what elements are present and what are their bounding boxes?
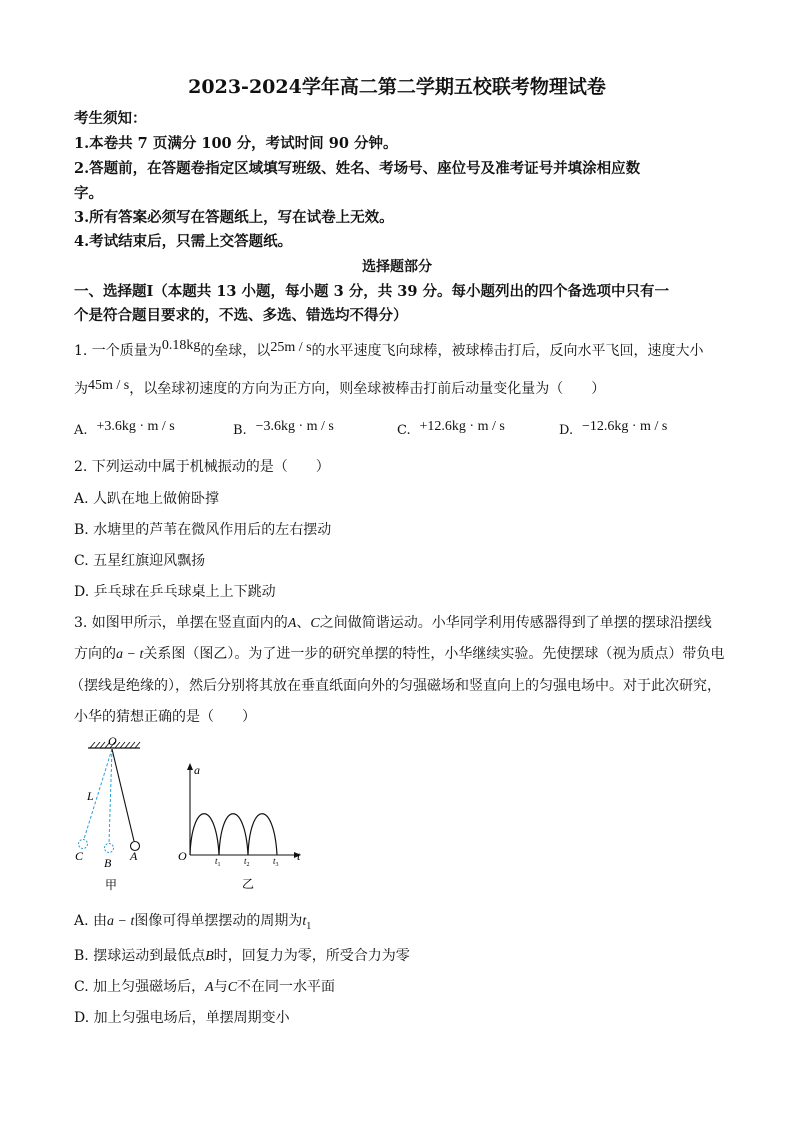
label-l: L	[87, 789, 94, 803]
q3-opt-a-t: t	[302, 914, 307, 929]
q3-option-b[interactable]	[74, 945, 410, 965]
exam-title: 2023-2024学年高二第二学期五校联考物理试卷	[188, 76, 606, 98]
caption-jia: 甲	[105, 878, 118, 892]
q2-option-d[interactable]: D. 乒乓球在乒乓球桌上上下跳动	[74, 584, 276, 600]
q3-opt-c-text-1: C. 加上匀强磁场后，	[74, 979, 206, 995]
tick-t3: $t_3$	[273, 856, 279, 868]
q3-sep: 、	[296, 615, 311, 631]
caption-yi: 乙	[242, 877, 255, 891]
notice-item-4: 4.考试结束后，只需上交答题纸。	[74, 233, 293, 250]
q1-option-d-value: −12.6kg · m / s	[582, 419, 668, 434]
y-axis-arrow	[187, 763, 193, 770]
origin-label: O	[178, 849, 187, 863]
q1-text-a: 1. 一个质量为	[74, 343, 162, 359]
question-3-line1	[74, 612, 712, 632]
curve-hump-1	[190, 814, 219, 855]
q3-text-a: 3. 如图甲所示，单摆在竖直面内的	[74, 615, 288, 631]
q1-option-b[interactable]	[233, 418, 334, 438]
q1-initial-speed: 25m / s	[270, 340, 312, 355]
q1-option-c-label: C.	[397, 423, 411, 438]
section-title: 选择题部分	[362, 259, 432, 275]
q1-option-b-label: B.	[233, 423, 247, 438]
q1-option-b-value: −3.6kg · m / s	[255, 419, 334, 434]
label-o: O	[108, 735, 117, 748]
question-3-line4: 小华的猜想正确的是（ ）	[74, 709, 256, 725]
q3-option-c[interactable]	[74, 976, 335, 996]
q1-option-d[interactable]	[559, 418, 668, 438]
q3-a-t: a − t	[116, 647, 144, 662]
axis-label-a: a	[194, 763, 200, 777]
curve-hump-2	[219, 814, 248, 855]
notice-item-1: 1.本卷共 7 页满分 100 分，考试时间 90 分钟。	[74, 135, 398, 152]
q3-option-d[interactable]: D. 加上匀强电场后，单摆周期变小	[74, 1010, 290, 1026]
q3-opt-c-text-2: 与	[213, 979, 228, 995]
question-3-line3: （摆线是绝缘的），然后分别将其放在垂直纸面向外的匀强磁场和竖直向上的匀强电场中。对于此次研究，	[70, 678, 721, 694]
bob-b	[105, 844, 114, 853]
q3-text-b: 之间做简谐运动。小华同学利用传感器得到了单摆的摆球沿摆线	[319, 615, 712, 631]
figure-jia-pendulum	[70, 735, 170, 895]
notice-item-2: 2.答题前，在答题卷指定区域填写班级、姓名、考场号、座位号及准考证号并填涂相应数	[74, 160, 641, 177]
notice-item-2-cont: 字。	[74, 185, 103, 202]
part1-instructions-line2: 个是符合题目要求的，不选、多选、错选均不得分）	[74, 307, 408, 324]
part1-instructions-line1: 一、选择题Ⅰ（本题共 13 小题，每小题 3 分，共 39 分。每小题列出的四个备选项中只有一	[74, 283, 670, 300]
tick-t2: $t_2$	[244, 856, 250, 868]
string-at-b	[109, 749, 112, 843]
label-a: A	[130, 849, 138, 863]
q3-opt-c-c: C	[227, 980, 238, 995]
q3-opt-a-math: a − t	[107, 914, 135, 929]
q1-option-d-label: D.	[559, 423, 574, 438]
q2-option-c[interactable]: C. 五星红旗迎风飘扬	[74, 553, 206, 569]
question-2-stem: 2. 下列运动中属于机械振动的是（ ）	[74, 459, 330, 475]
q1-mass: 0.18kg	[161, 338, 201, 353]
q3-opt-a-text-1: A. 由	[74, 913, 108, 929]
notice-item-3: 3.所有答案必须写在答题纸上，写在试卷上无效。	[74, 209, 394, 226]
q1-text-d: 为	[74, 381, 88, 397]
curve-hump-3	[248, 814, 277, 855]
q3-opt-c-text-3: 不在同一水平面	[237, 979, 336, 995]
q3-text-c: 方向的	[74, 646, 116, 662]
q1-final-speed: 45m / s	[88, 378, 130, 393]
figure-yi-at-graph	[172, 760, 312, 895]
q2-option-a[interactable]: A. 人趴在地上做俯卧撑	[74, 491, 220, 507]
q3-opt-b-text-1: B. 摆球运动到最低点	[74, 948, 206, 964]
notice-heading: 考生须知：	[74, 110, 147, 127]
q1-text-e: ，以垒球初速度的方向为正方向，则垒球被棒击打前后动量变化量为（ ）	[129, 381, 606, 397]
q1-option-c-value: +12.6kg · m / s	[419, 419, 505, 434]
q1-text-b: 的垒球，以	[200, 343, 271, 359]
label-c: C	[75, 849, 84, 863]
tick-t1: $t_1$	[215, 856, 221, 868]
q1-option-c[interactable]	[397, 418, 505, 438]
question-1-line1	[74, 340, 704, 360]
q3-opt-a-sub: 1	[306, 920, 312, 932]
q3-opt-b-text-2: 时，回复力为零，所受合力为零	[213, 948, 410, 964]
q3-opt-c-a: A	[205, 980, 214, 995]
q3-point-a: A	[287, 616, 297, 631]
q1-option-a-value: +3.6kg · m / s	[96, 419, 175, 434]
q3-opt-a-text-2: 图像可得单摆摆动的周期为	[134, 913, 303, 929]
question-3-line2	[74, 643, 724, 663]
q3-opt-b-math: B	[205, 949, 214, 964]
q3-option-a[interactable]	[74, 910, 311, 932]
label-b: B	[104, 856, 112, 870]
question-1-line2	[74, 378, 605, 398]
q2-option-b[interactable]: B. 水塘里的芦苇在微风作用后的左右摆动	[74, 522, 332, 538]
axis-label-t: t	[297, 849, 301, 863]
bob-c	[79, 840, 88, 849]
q1-option-a-label: A.	[74, 423, 88, 438]
q1-text-c: 的水平速度飞向球棒，被球棒击打后，反向水平飞回，速度大小	[311, 343, 704, 359]
q3-point-c: C	[310, 616, 320, 631]
q3-text-d: 关系图（图乙）。为了进一步的研究单摆的特性，小华继续实验。先使摆球（视为质点）带负电	[143, 646, 725, 662]
string-at-a	[112, 749, 134, 841]
q1-option-a[interactable]	[74, 418, 175, 438]
